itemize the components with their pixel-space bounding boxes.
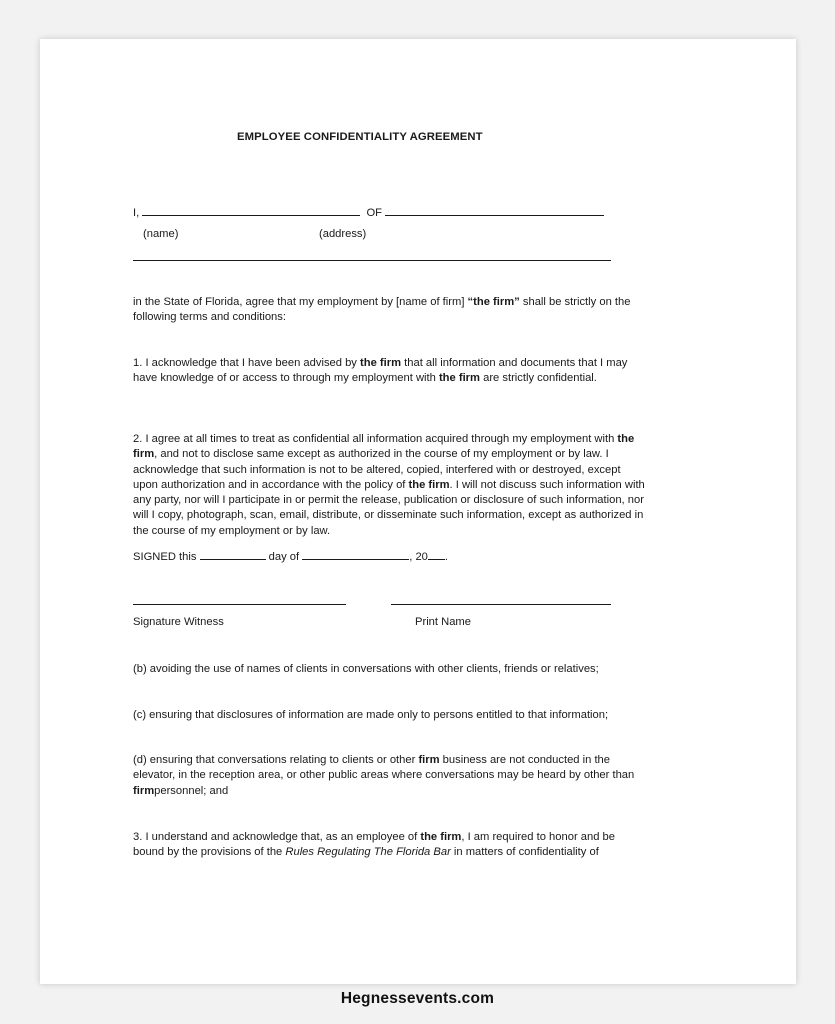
pd-text-a: (d) ensuring that conversations relating to clients or other: [133, 754, 419, 766]
signed-year: , 20: [409, 551, 428, 563]
name-address-line: [133, 204, 604, 221]
p3-text-a: 3. I understand and acknowledge that, as an employee of: [133, 831, 421, 843]
signed-day-blank[interactable]: [200, 548, 266, 560]
paragraph-3: [133, 830, 645, 861]
signed-day-of: day of: [268, 551, 300, 563]
p3-text-b: the firm: [420, 831, 462, 843]
intro-of: OF: [366, 207, 382, 219]
state-text-2: shall be strictly on the following terms and conditions:: [133, 296, 631, 324]
pd-text-d: firm: [133, 784, 155, 797]
paragraph-d: [133, 753, 645, 799]
p2-text-b: the firm: [133, 433, 635, 461]
label-signature-witness: Signature Witness: [133, 616, 224, 628]
signed-this: SIGNED this: [133, 551, 197, 563]
signed-line: [133, 548, 448, 565]
print-name-line[interactable]: [391, 604, 611, 605]
signed-end: .: [444, 551, 449, 563]
watermark-text: Hegnessevents.com: [340, 990, 495, 1007]
paragraph-b: (b) avoiding the use of names of clients in conversations with other clients, friends or relatives;: [133, 663, 599, 675]
pd-text-c: business are not conducted in the elevator, in the reception area, or other public areas where conversations may be heard by other than: [133, 754, 635, 782]
label-name: (name): [143, 228, 179, 240]
p3-text-e: in matters of confidentiality of: [450, 846, 599, 859]
paragraph-1: [133, 356, 645, 387]
p1-text-d: the firm: [438, 372, 480, 385]
state-paragraph: [133, 295, 645, 326]
document-page: [40, 39, 796, 984]
label-print-name: Print Name: [415, 616, 471, 628]
pd-text-e: personnel; and: [154, 784, 229, 797]
signed-month-blank[interactable]: [302, 548, 409, 560]
intro-i: I,: [133, 207, 140, 219]
p3-text-c: , I am required to honor and be bound by the provisions of the: [133, 831, 615, 859]
label-address: (address): [319, 228, 367, 240]
signature-witness-line[interactable]: [133, 604, 346, 605]
document-title: EMPLOYEE CONFIDENTIALITY AGREEMENT: [237, 131, 483, 143]
p1-text-a: 1. I acknowledge that I have been advised by: [133, 357, 361, 369]
p2-text-d: the firm: [408, 478, 450, 491]
p1-text-b: the firm: [360, 357, 402, 369]
state-text-firm: “the firm”: [467, 296, 520, 308]
address-continuation-line[interactable]: [133, 260, 611, 261]
p2-text-c: , and not to disclose same except as authorized in the course of my employment or by law. I acknowledge that such information is not to be altered, copied, interfered with or destroyed, except upon authorization and in accordance with the policy of: [133, 448, 621, 491]
p2-text-a: 2. I agree at all times to treat as confidential all information acquired through my employment with: [133, 433, 618, 445]
p1-text-c: that all information and documents that I may have knowledge of or access to through my employment with: [133, 357, 628, 385]
signed-year-blank[interactable]: [428, 548, 445, 560]
address-blank[interactable]: [385, 204, 604, 216]
pd-text-b: firm: [418, 754, 440, 766]
p1-text-e: are strictly confidential.: [479, 372, 597, 385]
p3-text-d: Rules Regulating The Florida Bar: [285, 846, 451, 859]
p2-text-e: . I will not discuss such information with any party, nor will I participate in or permit the release, publication or disclosure of such information, nor will I copy, photograph, scan, email, distribute, or disseminate such information, except as authorized in the course of my employment or by law.: [133, 478, 645, 537]
name-blank[interactable]: [142, 204, 360, 216]
paragraph-2: [133, 432, 645, 539]
state-text-1: in the State of Florida, agree that my employment by [name of firm]: [133, 296, 468, 308]
paragraph-c: (c) ensuring that disclosures of information are made only to persons entitled to that information;: [133, 709, 609, 721]
